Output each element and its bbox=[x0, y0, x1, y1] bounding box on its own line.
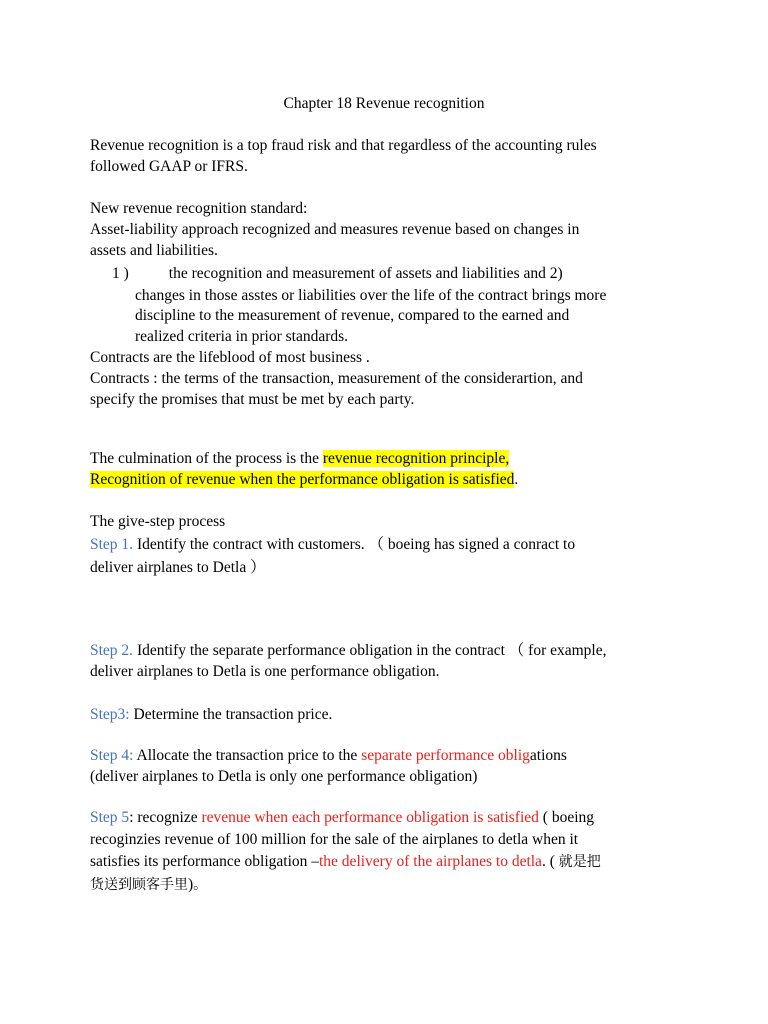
step-5-emphasis-2: the delivery of the airplanes to detla bbox=[319, 853, 542, 870]
step-3-label: Step3: bbox=[90, 706, 130, 723]
step-5-emphasis-1: revenue when each performance obligation is satisfied bbox=[201, 809, 539, 826]
step-4-line-1 bbox=[90, 746, 567, 766]
step-2-text: Identify the separate performance obligation in the contract （ for example, bbox=[133, 642, 607, 659]
numbered-item-line-4: realized criteria in prior standards. bbox=[135, 328, 349, 345]
standard-line-1: Asset-liability approach recognized and measures revenue based on changes in bbox=[90, 221, 580, 238]
standard-heading: New revenue recognition standard: bbox=[90, 200, 308, 217]
step-2-line-2: deliver airplanes to Detla is one performance obligation. bbox=[90, 663, 440, 680]
step-5-chinese-2: 货送到顾客手里 bbox=[90, 877, 188, 893]
step-3-text: Determine the transaction price. bbox=[129, 706, 333, 723]
intro-line-2: followed GAAP or IFRS. bbox=[90, 158, 248, 175]
step-5-text-3: satisfies its performance obligation – bbox=[90, 853, 319, 870]
step-5-line-1 bbox=[90, 808, 594, 828]
principle-period: . bbox=[514, 471, 519, 488]
step-5-line-4 bbox=[90, 875, 207, 895]
step-5-chinese-period: 。 bbox=[193, 877, 208, 893]
contracts-line-2: Contracts : the terms of the transaction, measurement of the considerartion, and bbox=[90, 370, 583, 387]
numbered-item-line-2: changes in those asstes or liabilities over the life of the contract brings more bbox=[135, 287, 607, 304]
step-1-label: Step 1. bbox=[90, 536, 134, 553]
intro-line-1: Revenue recognition is a top fraud risk and that regardless of the accounting rules bbox=[90, 137, 597, 154]
step-5-chinese-1: 就是把 bbox=[558, 854, 601, 870]
step-5-close-paren: ) bbox=[188, 876, 194, 893]
step-4-emphasis: separate performance oblig bbox=[361, 747, 530, 764]
numbered-item-text: the recognition and measurement of assets and liabilities and 2) bbox=[168, 265, 563, 282]
step-2-label: Step 2. bbox=[90, 642, 134, 659]
numbered-item-line-3: discipline to the measurement of revenue, compared to the earned and bbox=[135, 307, 570, 324]
step-1-line-2: deliver airplanes to Detla ） bbox=[90, 559, 266, 576]
principle-line-1 bbox=[90, 449, 509, 469]
principle-prefix: The culmination of the process is the bbox=[90, 450, 323, 467]
numbered-item-line-1 bbox=[112, 264, 563, 284]
step-4-text-end: ations bbox=[529, 747, 567, 764]
step-4-text: Allocate the transaction price to the bbox=[133, 747, 362, 764]
standard-line-2: assets and liabilities. bbox=[90, 242, 218, 259]
step-5-text-3b: . ( bbox=[541, 853, 559, 870]
principle-highlight-2: Recognition of revenue when the performance obligation is satisfied bbox=[90, 471, 515, 488]
step-4-label: Step 4: bbox=[90, 747, 134, 764]
step-5-label: Step 5 bbox=[90, 809, 130, 826]
step-5-line-3 bbox=[90, 852, 601, 872]
principle-highlight-1: revenue recognition principle, bbox=[322, 450, 510, 467]
step-1-text: Identify the contract with customers. （ boeing has signed a conract to bbox=[133, 536, 576, 553]
list-number: 1 ) bbox=[112, 265, 129, 282]
principle-line-2 bbox=[90, 470, 518, 490]
contracts-line-3: specify the promises that must be met by each party. bbox=[90, 391, 415, 408]
step-5-text: : recognize bbox=[129, 809, 202, 826]
step-5-text-end: ( boeing bbox=[538, 809, 595, 826]
step-1-line-1 bbox=[90, 535, 575, 555]
step-3-line-1 bbox=[90, 705, 332, 725]
process-heading: The give-step process bbox=[90, 513, 226, 530]
step-2-line-1 bbox=[90, 641, 606, 661]
page-title: Chapter 18 Revenue recognition bbox=[283, 95, 485, 112]
contracts-line-1: Contracts are the lifeblood of most business . bbox=[90, 349, 370, 366]
step-5-line-2: recoginzies revenue of 100 million for the sale of the airplanes to detla when it bbox=[90, 831, 579, 848]
step-4-line-2: (deliver airplanes to Detla is only one performance obligation) bbox=[90, 768, 478, 785]
